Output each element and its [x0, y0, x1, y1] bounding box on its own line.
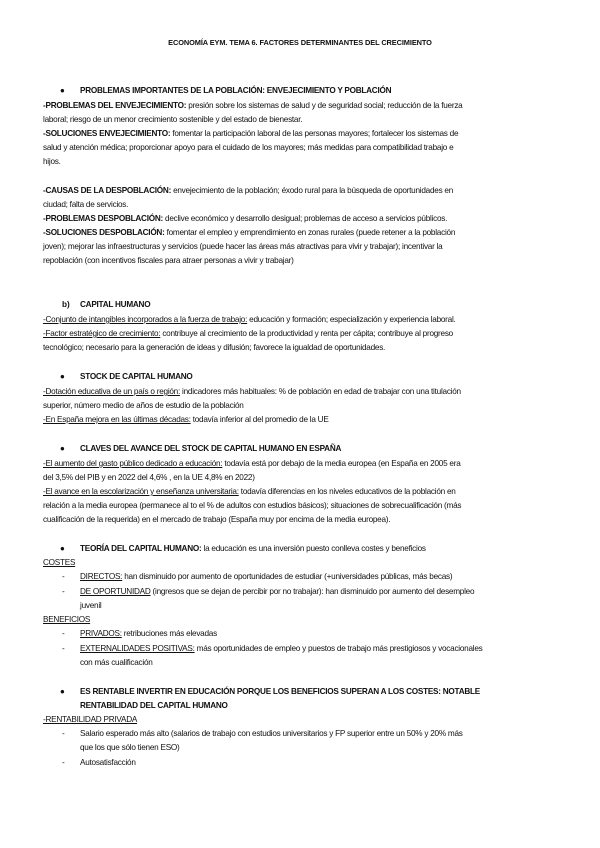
paragraph: -Factor estratégico de crecimiento: contribuye al crecimiento de la productividad y renta per cápita; contribuye al progreso [43, 329, 453, 338]
list-item-cont: juvenil [80, 601, 102, 610]
beneficios-label: BENEFICIOS [43, 615, 91, 624]
heading-claves: CLAVES DEL AVANCE DEL STOCK DE CAPITAL HUMANO EN ESPAÑA [80, 444, 342, 453]
list-item: EXTERNALIDADES POSITIVAS: más oportunidades de empleo y puestos de trabajo más prestigiosos y vocacionales [80, 644, 483, 653]
paragraph-cont: repoblación (con incentivos fiscales para atraer personas a vivir y trabajar) [43, 256, 294, 265]
heading-teoria: TEORÍA DEL CAPITAL HUMANO: la educación es una inversión puesto conlleva costes y beneficios [80, 544, 426, 553]
paragraph: -Conjunto de intangibles incorporados a la fuerza de trabajo: educación y formación; especialización y experiencia laboral. [43, 315, 456, 324]
paragraph: -El aumento del gasto público dedicado a educación: todavía está por debajo de la media europea (en España en 2005 era [43, 459, 461, 468]
costes-label: COSTES [43, 558, 76, 567]
paragraph-cont: cualificación de la requerida) en el mercado de trabajo (España muy por encima de la media europea). [43, 515, 391, 524]
dash-marker: - [62, 587, 65, 596]
paragraph: -PROBLEMAS DEL ENVEJECIMIENTO: presión sobre los sistemas de salud y de seguridad social; reducción de la fuerza [43, 101, 463, 110]
dash-marker: - [62, 629, 65, 638]
list-item: DE OPORTUNIDAD (ingresos que se dejan de percibir por no trabajar): han disminuido por aumento del desempleo [80, 587, 475, 596]
list-item: PRIVADOS: retribuciones más elevadas [80, 629, 217, 638]
heading-rentable: ES RENTABLE INVERTIR EN EDUCACIÓN PORQUE LOS BENEFICIOS SUPERAN A LOS COSTES: NOTABLE [80, 687, 480, 696]
paragraph: -CAUSAS DE LA DESPOBLACIÓN: envejecimiento de la población; éxodo rural para la búsqueda de oportunidades en [43, 186, 454, 195]
list-item-cont: con más cualificación [80, 658, 153, 667]
heading-poblacion: PROBLEMAS IMPORTANTES DE LA POBLACIÓN: ENVEJECIMIENTO Y POBLACIÓN [80, 86, 392, 95]
dash-marker: - [62, 572, 65, 581]
paragraph-cont: ciudad; falta de servicios. [43, 200, 129, 209]
list-item: Autosatisfacción [80, 758, 136, 767]
paragraph: -SOLUCIONES ENVEJECIMIENTO: fomentar la participación laboral de las personas mayores; fortalecer los sistemas de [43, 129, 459, 138]
dash-marker: - [62, 729, 65, 738]
paragraph-cont: hijos. [43, 157, 61, 166]
rentabilidad-privada-label: -RENTABILIDAD PRIVADA [43, 715, 138, 724]
paragraph-cont: del 3,5% del PIB y en 2022 del 4,6% , en la UE 4,8% en 2022) [43, 473, 255, 482]
paragraph: -SOLUCIONES DESPOBLACIÓN: fomentar el empleo y emprendimiento en zonas rurales (puede retener a la población [43, 228, 456, 237]
bullet-icon: ● [60, 372, 65, 381]
document-title: ECONOMÍA EYM. TEMA 6. FACTORES DETERMINANTES DEL CRECIMIENTO [168, 38, 432, 47]
paragraph-cont: laboral; riesgo de un menor crecimiento sostenible y del estado de bienestar. [43, 115, 303, 124]
bullet-icon: ● [60, 544, 65, 553]
list-item: Salario esperado más alto (salarios de trabajo con estudios universitarios y FP superior entre un 50% y 20% más [80, 729, 463, 738]
heading-capital-humano: CAPITAL HUMANO [80, 300, 151, 309]
heading-rentable-cont: RENTABILIDAD DEL CAPITAL HUMANO [80, 701, 228, 710]
bullet-icon: ● [60, 86, 65, 95]
paragraph: -Dotación educativa de un país o región: indicadores más habituales: % de población en edad de trabajar con una titulación [43, 387, 461, 396]
dash-marker: - [62, 758, 65, 767]
dash-marker: - [62, 644, 65, 653]
paragraph: -PROBLEMAS DESPOBLACIÓN: declive económico y desarrollo desigual; problemas de acceso a servicios públicos. [43, 214, 448, 223]
list-item-cont: que los que sólo tienen ESO) [80, 743, 180, 752]
section-marker: b) [62, 300, 70, 309]
heading-stock: STOCK DE CAPITAL HUMANO [80, 372, 193, 381]
paragraph: -En España mejora en las últimas décadas: todavía inferior al del promedio de la UE [43, 415, 329, 424]
paragraph-cont: relación a la media europea (permanece al to el % de adultos con estudios básicos); situaciones de sobrecualificación (más [43, 501, 462, 510]
paragraph-cont: salud y atención médica; proporcionar apoyo para el cuidado de los mayores; más medidas para compatibilidad trabajo e [43, 143, 454, 152]
list-item: DIRECTOS: han disminuido por aumento de oportunidades de estudiar (+universidades públicas, más becas) [80, 572, 453, 581]
paragraph-cont: joven); mejorar las infraestructuras y servicios (puede hacer las áreas más atractivas para vivir y trabajar); incentivar la [43, 242, 443, 251]
paragraph-cont: superior, número medio de años de estudio de la población [43, 401, 244, 410]
paragraph: -El avance en la escolarización y enseñanza universitaria: todavía diferencias en los niveles educativos de la población en [43, 487, 456, 496]
bullet-icon: ● [60, 444, 65, 453]
bullet-icon: ● [60, 687, 65, 696]
paragraph-cont: tecnológico; necesario para la generación de ideas y difusión; favorece la igualdad de oportunidades. [43, 343, 386, 352]
